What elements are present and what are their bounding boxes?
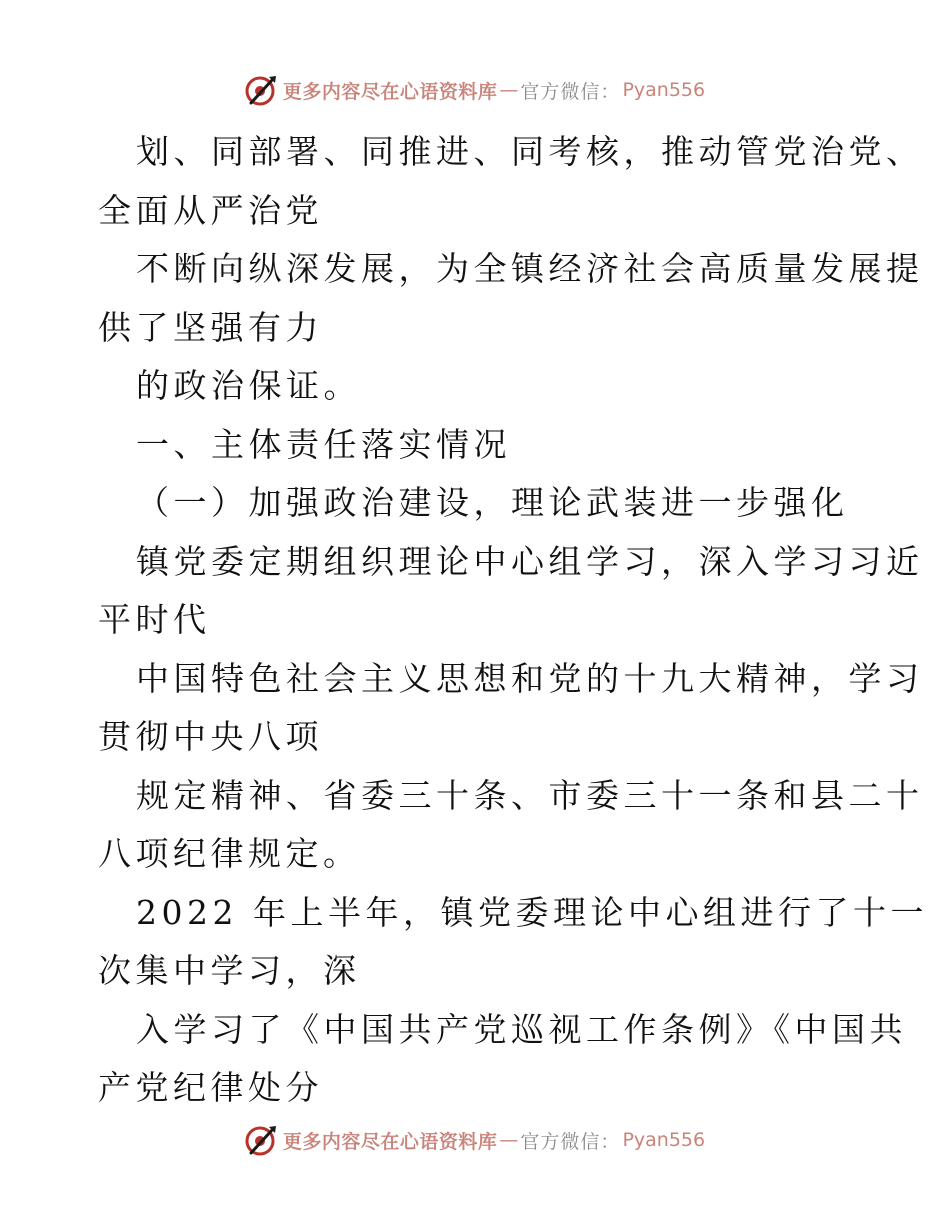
page-footer-banner xyxy=(0,1120,950,1160)
header-wechat-id: Pyan556 xyxy=(622,79,706,101)
page-header-banner xyxy=(0,70,950,110)
brand-logo-icon xyxy=(245,73,279,107)
body-line: 八项纪律规定。 xyxy=(98,834,361,873)
body-line: 划、同部署、同推进、同考核，推动管党治党、 xyxy=(136,132,924,171)
section-heading: 一、主体责任落实情况 xyxy=(136,424,511,464)
document-body xyxy=(98,123,928,1118)
body-line: 次集中学习，深 xyxy=(98,951,361,990)
footer-dash: — xyxy=(499,1129,519,1151)
body-line: 中国特色社会主义思想和党的十九大精神，学习 xyxy=(136,658,924,698)
body-line: 供了坚强有力 xyxy=(98,307,323,347)
body-line: 镇党委定期组织理论中心组学习，深入学习习近 xyxy=(136,541,924,581)
body-line: 规定精神、省委三十条、市委三十一条和县二十 xyxy=(136,775,924,815)
footer-promo-text: 更多内容尽在心语资料库 xyxy=(282,1130,498,1153)
body-line: 的政治保证。 xyxy=(136,366,361,405)
body-line: 2022 年上半年，镇党委理论中心组进行了十一 xyxy=(136,892,928,932)
body-line: 平时代 xyxy=(98,600,211,639)
body-line: 全面从严治党 xyxy=(98,190,323,230)
body-line: 不断向纵深发展，为全镇经济社会高质量发展提 xyxy=(136,249,924,288)
body-line: 产党纪律处分 xyxy=(98,1068,323,1107)
header-promo-text: 更多内容尽在心语资料库 xyxy=(282,80,498,103)
header-wechat-label: 官方微信： xyxy=(520,80,621,103)
body-line: 入学习了《中国共产党巡视工作条例》《中国共 xyxy=(136,1009,907,1049)
brand-logo-icon xyxy=(245,1123,279,1157)
footer-wechat-id: Pyan556 xyxy=(622,1129,706,1151)
subsection-heading: （一）加强政治建设，理论武装进一步强化 xyxy=(136,483,849,522)
header-dash: — xyxy=(499,79,519,101)
footer-wechat-label: 官方微信： xyxy=(520,1130,621,1153)
body-line: 贯彻中央八项 xyxy=(98,717,323,756)
